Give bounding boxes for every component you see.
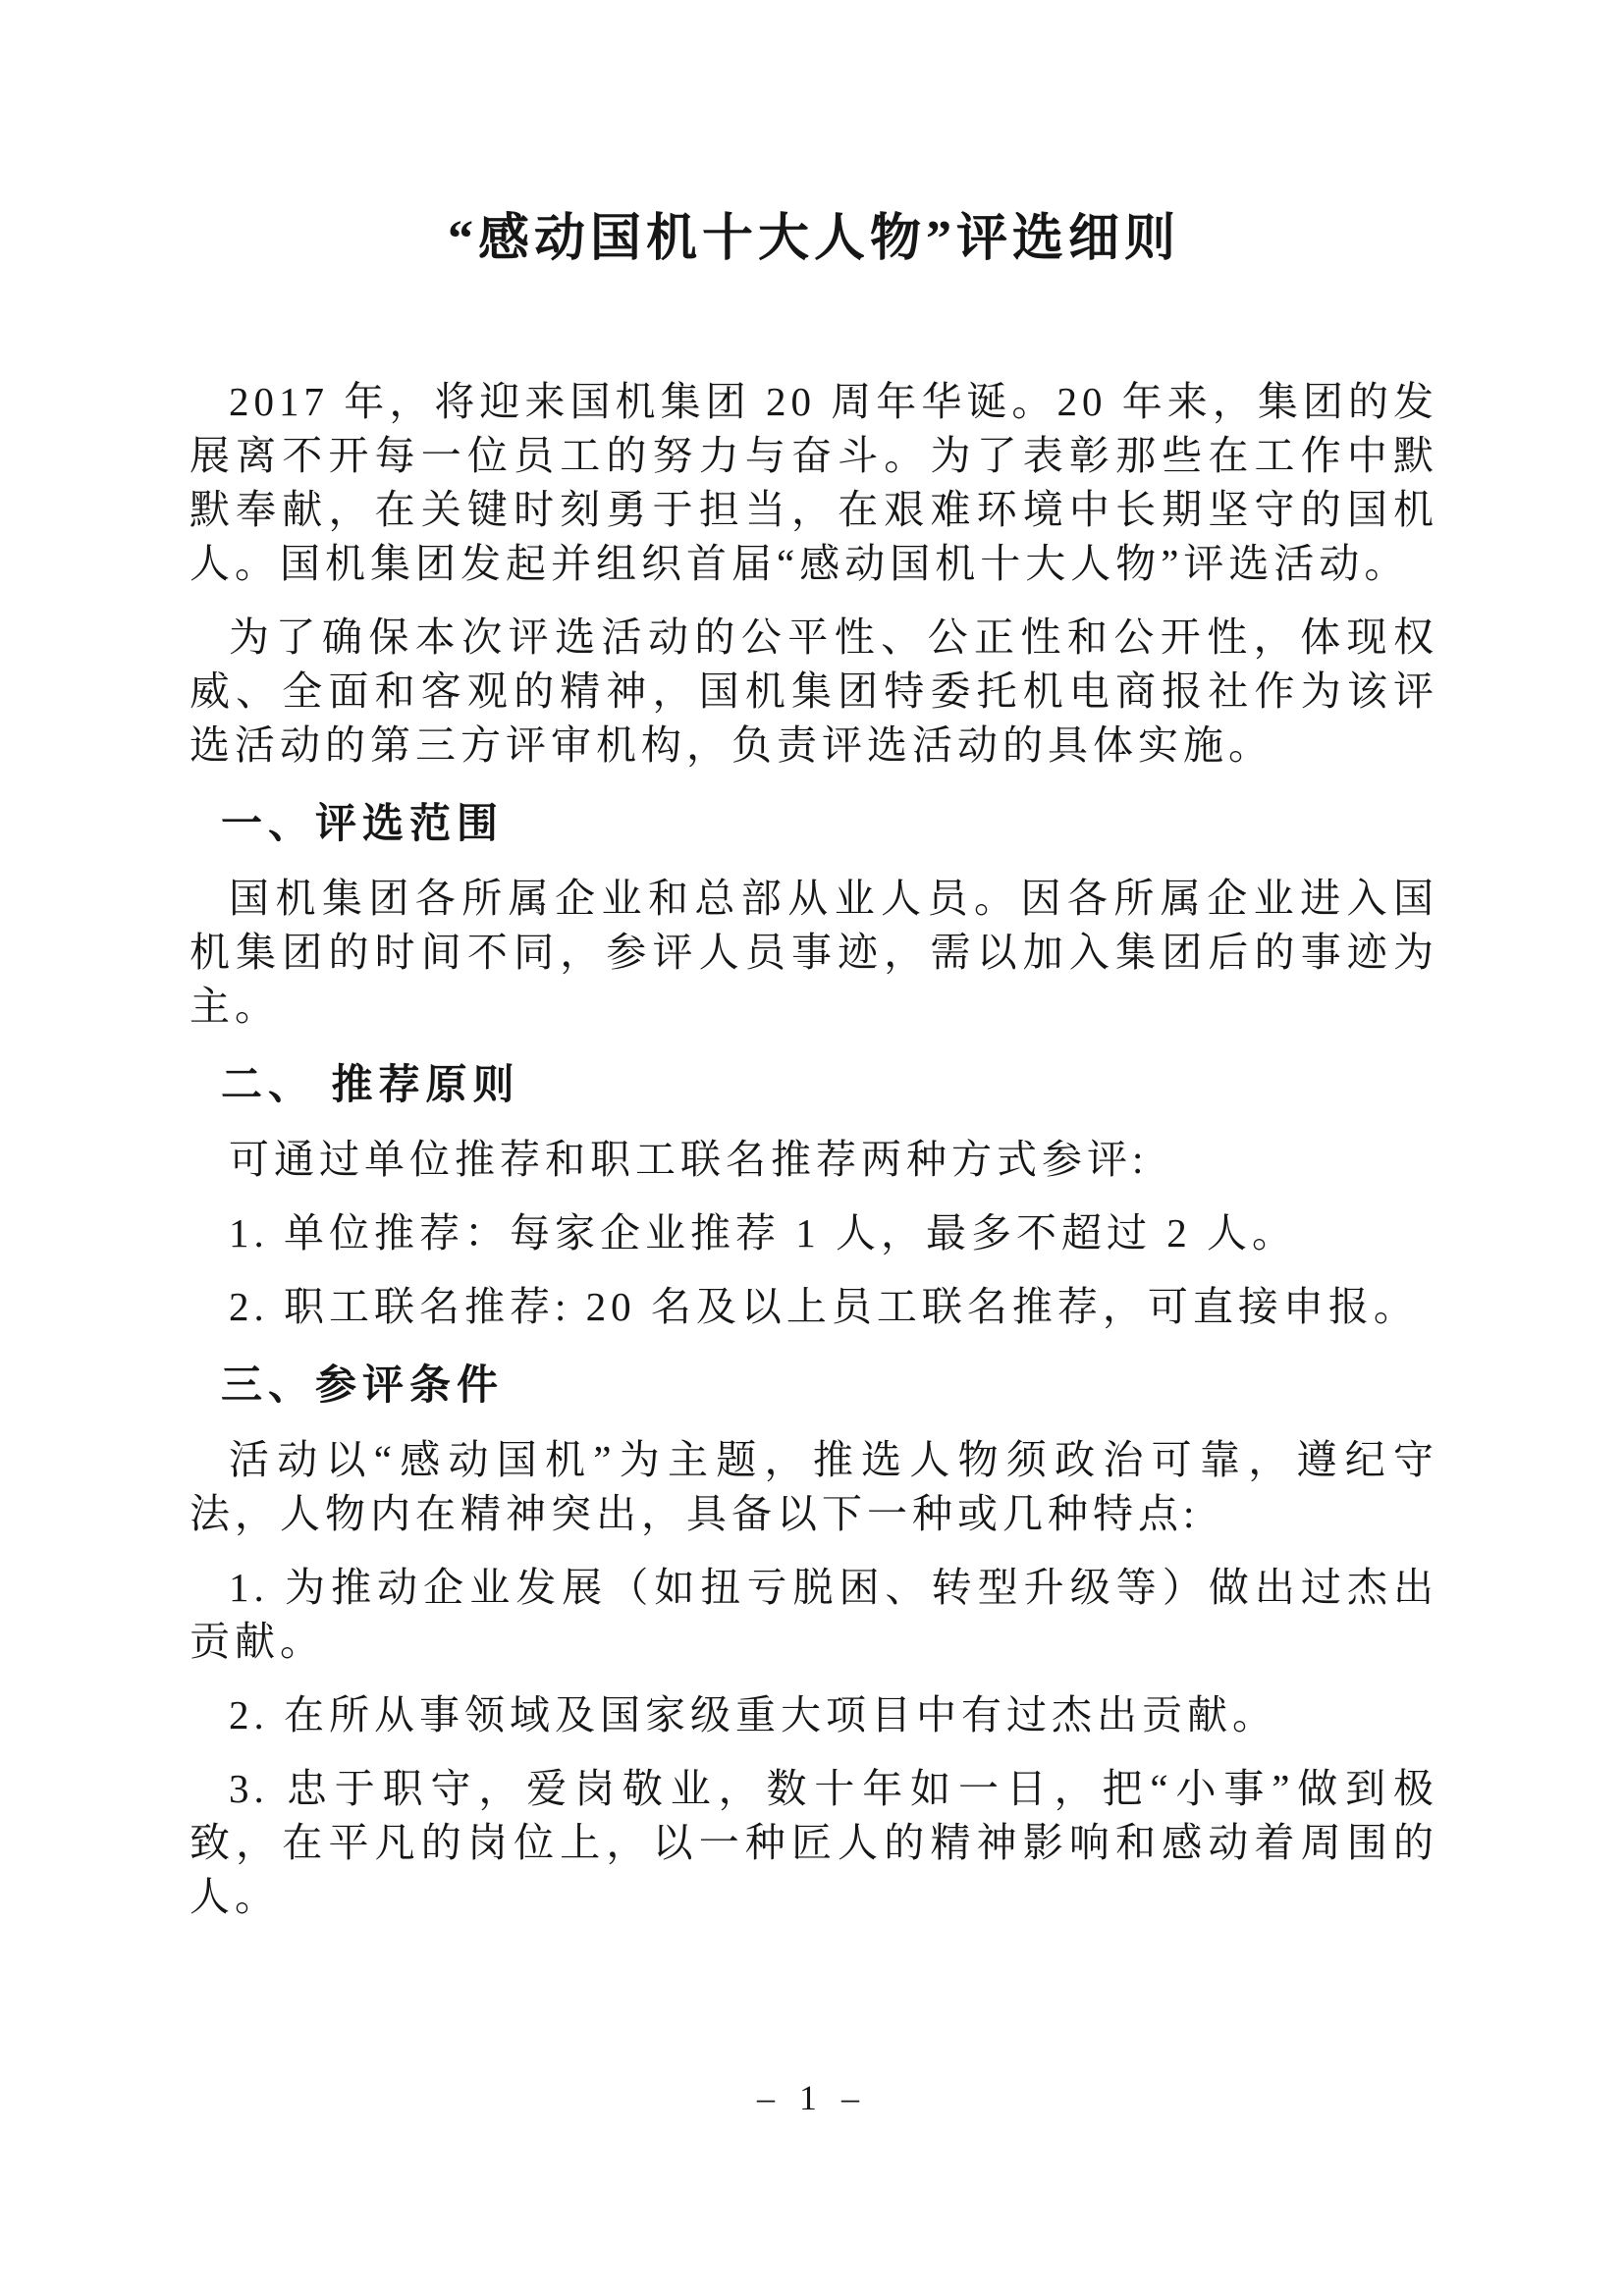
list-item-criteria-3: 3. 忠于职守，爱岗敬业，数十年如一日，把“小事”做到极致，在平凡的岗位上，以一种匠人的精神影响和感动着周围的人。 [189,1766,1438,1919]
section-heading-selection-scope: 一、评选范围 [221,802,505,847]
section-heading-eligibility-criteria: 三、参评条件 [221,1363,505,1409]
section-heading-recommendation-principles: 二、 推荐原则 [221,1063,520,1108]
document-title: “感动国机十大人物”评选细则 [447,211,1180,267]
list-item-joint-recommendation: 2. 职工联名推荐: 20 名及以上员工联名推荐，可直接申报。 [229,1284,1419,1329]
list-item-criteria-2: 2. 在所从事领域及国家级重大项目中有过杰出贡献。 [229,1692,1277,1737]
paragraph-recommendation-intro: 可通过单位推荐和职工联名推荐两种方式参评: [229,1137,1149,1182]
paragraph-selection-scope: 国机集团各所属企业和总部从业人员。因各所属企业进入国机集团的时间不同，参评人员事迹，需以加入集团后的事迹为主。 [189,876,1438,1029]
paragraph-intro: 2017 年，将迎来国机集团 20 周年华诞。20 年来，集团的发展离不开每一位员工的努力与奋斗。为了表彰那些在工作中默默奉献，在关键时刻勇于担当，在艰难环境中长期坚守的国机人。国机集团发起并组织首届“感动国机十大人物”评选活动。 [189,379,1438,586]
list-item-unit-recommendation: 1. 单位推荐：每家企业推荐 1 人，最多不超过 2 人。 [229,1210,1297,1255]
paragraph-criteria-intro: 活动以“感动国机”为主题，推选人物须政治可靠，遵纪守法，人物内在精神突出，具备以下一种或几种特点: [189,1437,1438,1536]
list-item-criteria-1: 1. 为推动企业发展（如扭亏脱困、转型升级等）做出过杰出贡献。 [189,1565,1438,1664]
document-content [189,208,1438,1944]
page-number: – 1 – [757,2078,867,2117]
paragraph-fairness-commitment: 为了确保本次评选活动的公平性、公正性和公开性，体现权威、全面和客观的精神，国机集团特委托机电商报社作为该评选活动的第三方评审机构，负责评选活动的具体实施。 [189,614,1438,768]
